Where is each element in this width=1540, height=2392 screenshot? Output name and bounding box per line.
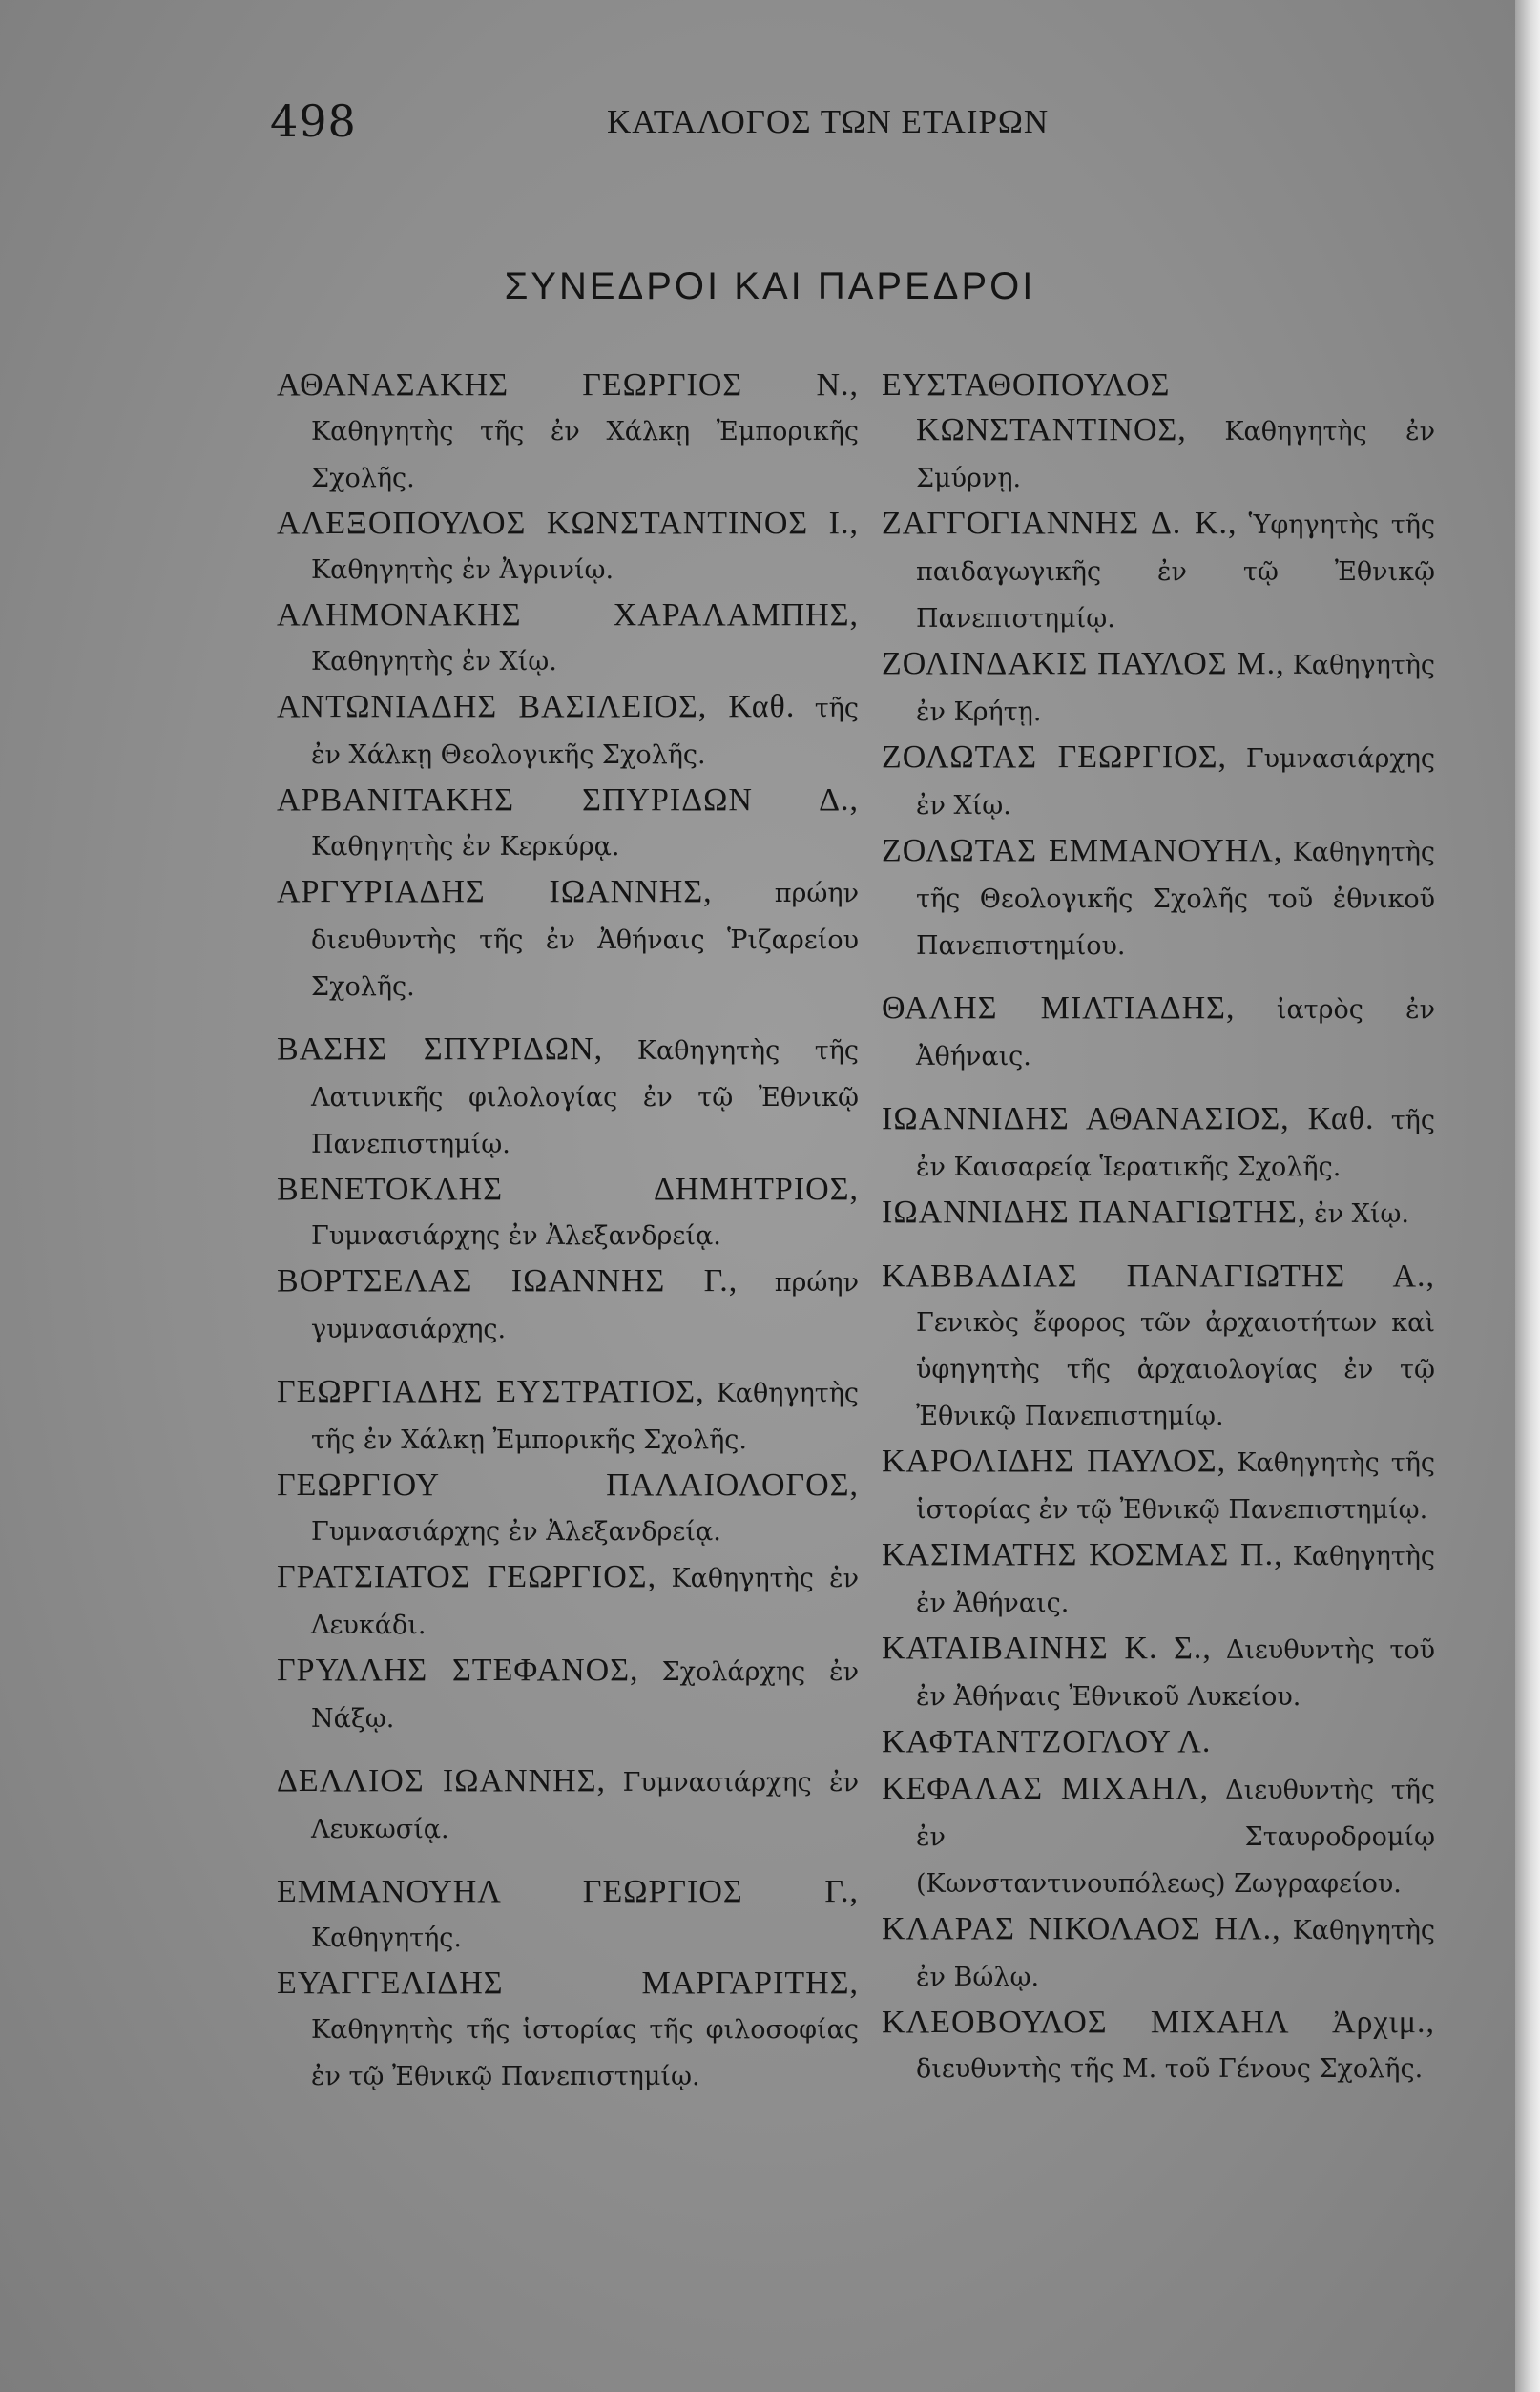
list-item: ΔΕΛΛΙΟΣ ΙΩΑΝΝΗΣ, Γυμνασιάρχης ἐν Λευκωσίᾳ.: [277, 1763, 859, 1844]
list-item: ΖΟΛΩΤΑΣ ΓΕΩΡΓΙΟΣ, Γυμνασιάρχης ἐν Χίῳ.: [882, 739, 1435, 821]
list-item: ΙΩΑΝΝΙΔΗΣ ΑΘΑΝΑΣΙΟΣ, Καθ. τῆς ἐν Καισαρείᾳ Ἱερατικῆς Σχολῆς.: [882, 1101, 1435, 1182]
page-edge: [1515, 0, 1540, 2392]
list-item: ΚΛΑΡΑΣ ΝΙΚΟΛΑΟΣ ΗΛ., Καθηγητὴς ἐν Βώλῳ.: [882, 1911, 1435, 1992]
list-item: ΖΑΓΓΟΓΙΑΝΝΗΣ Δ. Κ., Ὑφηγητὴς τῆς παιδαγωγικῆς ἐν τῷ Ἐθνικῷ Πανεπιστημίῳ.: [882, 506, 1436, 634]
list-item: ΑΝΤΩΝΙΑΔΗΣ ΒΑΣΙΛΕΙΟΣ, Καθ. τῆς ἐν Χάλκῃ Θεολογικῆς Σχολῆς.: [277, 689, 859, 770]
list-item: ΑΛΕΞΟΠΟΥΛΟΣ ΚΩΝΣΤΑΝΤΙΝΟΣ Ι., Καθηγητὴς ἐν Ἀγρινίῳ.: [277, 506, 859, 585]
list-item: ΚΑΤΑΙΒΑΙΝΗΣ Κ. Σ., Διευθυντὴς τοῦ ἐν Ἀθήναις Ἐθνικοῦ Λυκείου.: [882, 1631, 1435, 1712]
list-item: ΚΑΦΤΑΝΤΖΟΓΛΟΥ Λ.: [882, 1724, 1212, 1759]
list-item: ΕΜΜΑΝΟΥΗΛ ΓΕΩΡΓΙΟΣ Γ., Καθηγητής.: [277, 1874, 859, 1953]
list-item: ΚΛΕΟΒΟΥΛΟΣ ΜΙΧΑΗΛ Ἀρχιμ., διευθυντὴς τῆς Μ. τοῦ Γένους Σχολῆς.: [882, 2005, 1435, 2084]
list-item: ΓΕΩΡΓΙΟΥ ΠΑΛΑΙΟΛΟΓΟΣ, Γυμνασιάρχης ἐν Ἀλεξανδρείᾳ.: [277, 1467, 859, 1547]
list-item: ΒΟΡΤΣΕΛΑΣ ΙΩΑΝΝΗΣ Γ., πρώην γυμνασιάρχης.: [277, 1263, 859, 1344]
list-item: ΓΡΑΤΣΙΑΤΟΣ ΓΕΩΡΓΙΟΣ, Καθηγητὴς ἐν Λευκάδι.: [277, 1559, 860, 1640]
right-column: [882, 363, 1435, 2091]
page-number: 498: [270, 95, 357, 147]
list-item: ΖΟΛΙΝΔΑΚΙΣ ΠΑΥΛΟΣ Μ., Καθηγητὴς ἐν Κρήτῃ.: [882, 646, 1435, 727]
list-item: ΘΑΛΗΣ ΜΙΛΤΙΑΔΗΣ, ἰατρὸς ἐν Ἀθήναις.: [882, 990, 1435, 1071]
list-item: ΚΑΣΙΜΑΤΗΣ ΚΟΣΜΑΣ Π., Καθηγητὴς ἐν Ἀθήναις.: [882, 1537, 1435, 1618]
running-head: ΚΑΤΑΛΟΓΟΣ ΤΩΝ ΕΤΑΙΡΩΝ: [607, 103, 1050, 140]
list-item: ΑΡΒΑΝΙΤΑΚΗΣ ΣΠΥΡΙΔΩΝ Δ., Καθηγητὴς ἐν Κερκύρᾳ.: [277, 782, 859, 862]
list-item: ΒΕΝΕΤΟΚΛΗΣ ΔΗΜΗΤΡΙΟΣ, Γυμνασιάρχης ἐν Ἀλεξανδρείᾳ.: [277, 1172, 859, 1251]
list-item: ΑΛΗΜΟΝΑΚΗΣ ΧΑΡΑΛΑΜΠΗΣ, Καθηγητὴς ἐν Χίῳ.: [277, 597, 859, 676]
list-item: ΕΥΑΓΓΕΛΙΔΗΣ ΜΑΡΓΑΡΙΤΗΣ, Καθηγητὴς τῆς ἱστορίας τῆς φιλοσοφίας ἐν τῷ Ἐθνικῷ Πανεπιστημίῳ.: [277, 1966, 859, 2091]
left-column: [277, 363, 859, 2099]
list-item: ΙΩΑΝΝΙΔΗΣ ΠΑΝΑΓΙΩΤΗΣ, ἐν Χίῳ.: [882, 1195, 1410, 1230]
section-title: ΣΥΝΕΔΡΟΙ ΚΑΙ ΠΑΡΕΔΡΟΙ: [504, 265, 1036, 307]
list-item: ΚΑΡΟΛΙΔΗΣ ΠΑΥΛΟΣ, Καθηγητὴς τῆς ἱστορίας ἐν τῷ Ἐθνικῷ Πανεπιστημίῳ.: [882, 1444, 1436, 1525]
list-item: ΓΡΥΛΛΗΣ ΣΤΕΦΑΝΟΣ, Σχολάρχης ἐν Νάξῳ.: [277, 1653, 859, 1734]
list-item: ΒΑΣΗΣ ΣΠΥΡΙΔΩΝ, Καθηγητὴς τῆς Λατινικῆς φιλολογίας ἐν τῷ Ἐθνικῷ Πανεπιστημίῳ.: [277, 1031, 859, 1159]
list-item: ΚΑΒΒΑΔΙΑΣ ΠΑΝΑΓΙΩΤΗΣ Α., Γενικὸς ἔφορος τῶν ἀρχαιοτήτων καὶ ὑφηγητὴς τῆς ἀρχαιολογίας ἐν τῷ Ἐθνικῷ Πανεπιστημίῳ.: [882, 1258, 1435, 1431]
list-item: ΓΕΩΡΓΙΑΔΗΣ ΕΥΣΤΡΑΤΙΟΣ, Καθηγητὴς τῆς ἐν Χάλκῃ Ἐμπορικῆς Σχολῆς.: [277, 1374, 859, 1455]
list-item: ΑΘΑΝΑΣΑΚΗΣ ΓΕΩΡΓΙΟΣ Ν., Καθηγητὴς τῆς ἐν Χάλκῃ Ἐμπορικῆς Σχολῆς.: [277, 367, 859, 493]
list-item: ΕΥΣΤΑΘΟΠΟΥΛΟΣ ΚΩΝΣΤΑΝΤΙΝΟΣ, Καθηγητὴς ἐν Σμύρνῃ.: [882, 367, 1435, 493]
list-item: ΖΟΛΩΤΑΣ ΕΜΜΑΝΟΥΗΛ, Καθηγητὴς τῆς Θεολογικῆς Σχολῆς τοῦ ἐθνικοῦ Πανεπιστημίου.: [882, 833, 1436, 961]
list-item: ΑΡΓΥΡΙΑΔΗΣ ΙΩΑΝΝΗΣ, πρώην διευθυντὴς τῆς ἐν Ἀθήναις Ῥιζαρείου Σχολῆς.: [277, 874, 859, 1002]
list-item: ΚΕΦΑΛΑΣ ΜΙΧΑΗΛ, Διευθυντὴς τῆς ἐν Σταυροδρομίῳ (Κωνσταντινουπόλεως) Ζωγραφείου.: [882, 1771, 1435, 1899]
